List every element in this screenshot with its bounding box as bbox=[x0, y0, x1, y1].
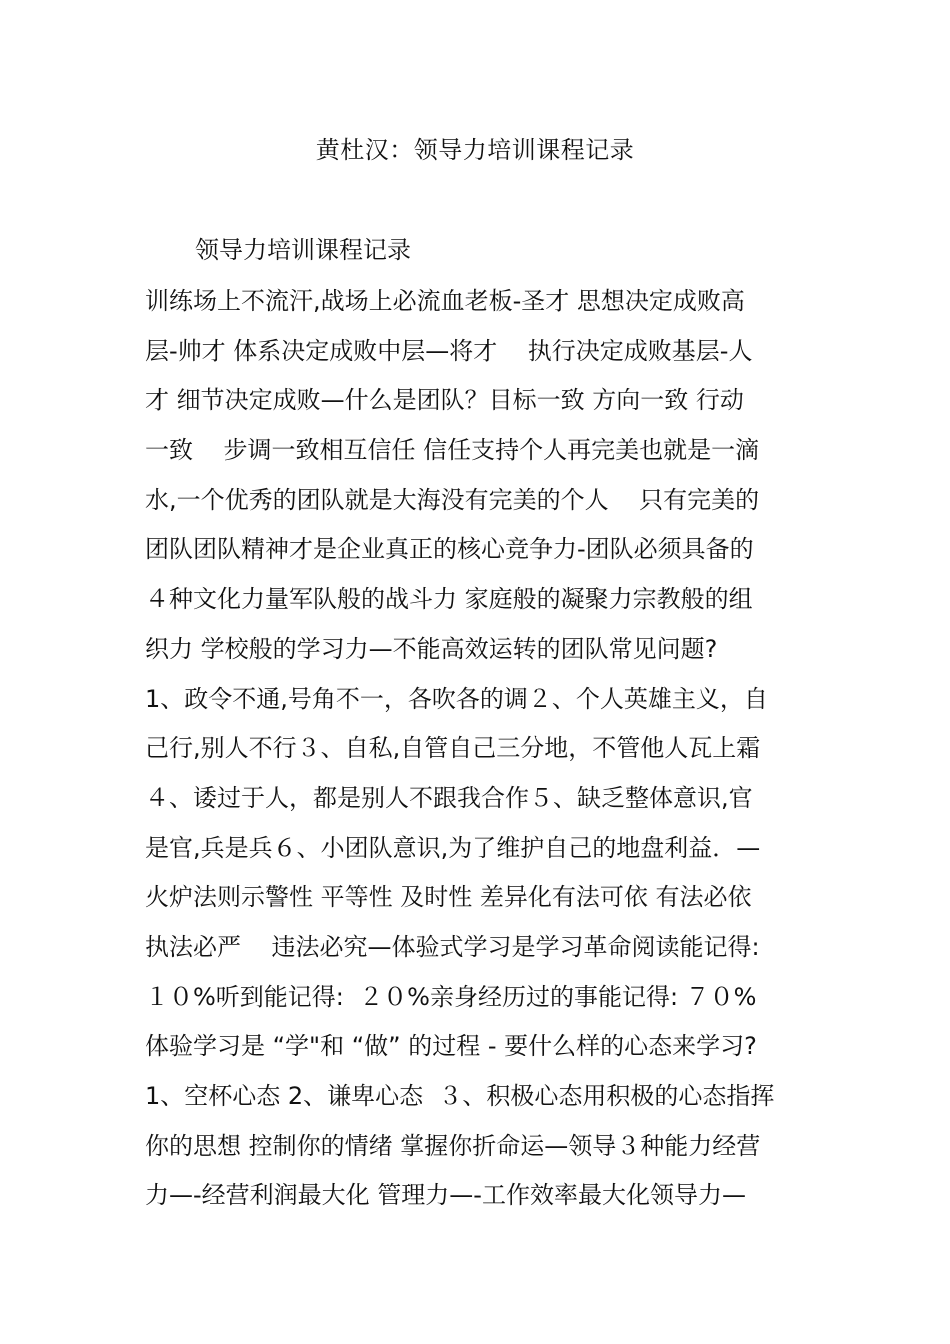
text-line: 力—-经营利润最大化 管理力—-工作效率最大化领导力— bbox=[145, 1181, 746, 1210]
text-line: 体验学习是 “学"和 “做” 的过程 - 要什么样的心态来学习? bbox=[145, 1032, 757, 1061]
text-line: 才 细节决定成败—什么是团队？目标一致 方向一致 行动 bbox=[145, 386, 744, 415]
text-line: 1、空杯心态 2、谦卑心态 ３、积极心态用积极的心态指挥 bbox=[145, 1082, 775, 1110]
section-subtitle: 领导力培训课程记录 bbox=[195, 236, 411, 264]
body-paragraph bbox=[145, 283, 815, 1227]
text-line: 执法必严 违法必究—体验式学习是学习革命阅读能记得: bbox=[145, 932, 760, 961]
text-line: 你的思想 控制你的情绪 掌握你折命运—领导３种能力经营 bbox=[145, 1131, 761, 1160]
text-line: 1、政令不通,号角不一，各吹各的调２、个人英雄主义，自 bbox=[145, 684, 768, 713]
text-line: 火炉法则示警性 平等性 及时性 差异化有法可依 有法必依 bbox=[145, 883, 752, 912]
text-line: 训练场上不流汗,战场上必流血老板-圣才 思想决定成败高 bbox=[145, 287, 745, 315]
text-line: 层-帅才 体系决定成败中层—将才 执行决定成败基层-人 bbox=[145, 336, 753, 365]
text-line: 一致 步调一致相互信任 信任支持个人再完美也就是一滴 bbox=[145, 436, 760, 465]
text-line: 团队团队精神才是企业真正的核心竞争力-团队必须具备的 bbox=[145, 535, 754, 564]
text-line: 织力 学校般的学习力—不能高效运转的团队常见问题? bbox=[145, 634, 718, 663]
text-line: 是官,兵是兵６、小团队意识,为了维护自己的地盘利益．— bbox=[145, 833, 761, 862]
text-line: 己行,别人不行３、自私,自管自己三分地，不管他人瓦上霜 bbox=[145, 734, 761, 763]
text-line: １０%听到能记得: ２０%亲身经历过的事能记得: ７０% bbox=[145, 982, 757, 1011]
text-line: ４、诿过于人，都是别人不跟我合作５、缺乏整体意识,官 bbox=[145, 783, 753, 812]
text-line: ４种文化力量军队般的战斗力 家庭般的凝聚力宗教般的组 bbox=[145, 585, 753, 614]
document-title: 黄杜汉：领导力培训课程记录 bbox=[315, 136, 635, 164]
text-line: 水,一个优秀的团队就是大海没有完美的个人 只有完美的 bbox=[145, 485, 760, 514]
